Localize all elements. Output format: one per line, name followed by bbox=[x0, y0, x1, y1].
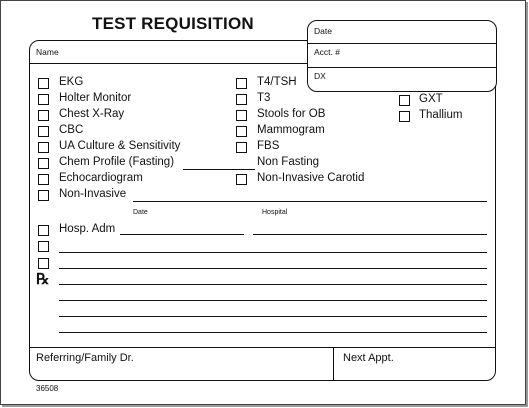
hospital-date-label: Date bbox=[133, 209, 148, 216]
t3-checkbox[interactable] bbox=[236, 94, 247, 105]
cbc-label: CBC bbox=[59, 124, 84, 136]
dx-label: DX bbox=[314, 71, 326, 81]
extra-line-2[interactable] bbox=[59, 268, 487, 269]
rx-line-1[interactable] bbox=[59, 284, 487, 285]
footer-vertical-divider bbox=[333, 347, 334, 381]
name-field[interactable] bbox=[66, 43, 306, 62]
mammogram-checkbox[interactable] bbox=[236, 126, 247, 137]
non-invasive-carotid-checkbox[interactable] bbox=[236, 174, 247, 185]
rx-line-3[interactable] bbox=[59, 316, 487, 317]
hosp-adm-date-line[interactable] bbox=[120, 234, 244, 235]
gxt-checkbox[interactable] bbox=[399, 95, 410, 106]
dx-field[interactable] bbox=[330, 68, 495, 90]
footer-divider bbox=[29, 347, 496, 348]
echocardiogram-checkbox[interactable] bbox=[38, 174, 49, 185]
form-title: TEST REQUISITION bbox=[92, 14, 254, 33]
hosp-adm-checkbox[interactable] bbox=[38, 225, 49, 236]
cbc-checkbox[interactable] bbox=[38, 126, 49, 137]
chem-profile-underline[interactable] bbox=[183, 169, 255, 170]
chem-profile-checkbox[interactable] bbox=[38, 158, 49, 169]
holter-monitor-checkbox[interactable] bbox=[38, 94, 49, 105]
hosp-adm-label: Hosp. Adm bbox=[59, 223, 116, 235]
thallium-label: Thallium bbox=[419, 109, 463, 121]
next-appt-label: Next Appt. bbox=[343, 352, 394, 364]
date-label: Date bbox=[314, 26, 332, 36]
stools-ob-checkbox[interactable] bbox=[236, 110, 247, 121]
name-row-divider bbox=[29, 63, 308, 64]
acct-label: Acct. # bbox=[314, 47, 340, 57]
fbs-label: FBS bbox=[257, 140, 280, 152]
acct-field[interactable] bbox=[345, 44, 495, 66]
echocardiogram-label: Echocardiogram bbox=[59, 172, 143, 184]
name-label: Name bbox=[36, 47, 59, 57]
t4-tsh-label: T4/TSH bbox=[257, 76, 297, 88]
hosp-adm-hospital-line[interactable] bbox=[253, 234, 487, 235]
referring-doctor-label: Referring/Family Dr. bbox=[36, 352, 134, 364]
non-invasive-checkbox[interactable] bbox=[38, 190, 49, 201]
holter-monitor-label: Holter Monitor bbox=[59, 92, 132, 104]
rx-symbol: ℞ bbox=[36, 272, 50, 288]
non-fasting-label: Non Fasting bbox=[257, 156, 320, 168]
mammogram-label: Mammogram bbox=[257, 124, 325, 136]
rx-line-2[interactable] bbox=[59, 300, 487, 301]
extra-checkbox-2[interactable] bbox=[38, 258, 49, 269]
non-invasive-label: Non-Invasive bbox=[59, 188, 127, 200]
t3-label: T3 bbox=[257, 92, 271, 104]
non-invasive-carotid-label: Non-Invasive Carotid bbox=[257, 172, 365, 184]
date-field[interactable] bbox=[335, 21, 495, 41]
rx-line-4[interactable] bbox=[59, 332, 487, 333]
referring-doctor-field[interactable] bbox=[30, 365, 332, 380]
chest-xray-checkbox[interactable] bbox=[38, 110, 49, 121]
non-invasive-line[interactable] bbox=[133, 201, 487, 202]
ekg-checkbox[interactable] bbox=[38, 78, 49, 89]
stools-ob-label: Stools for OB bbox=[257, 108, 326, 120]
fbs-checkbox[interactable] bbox=[236, 142, 247, 153]
extra-checkbox-1[interactable] bbox=[38, 241, 49, 252]
chem-profile-label: Chem Profile (Fasting) bbox=[59, 156, 175, 168]
ua-culture-label: UA Culture & Sensitivity bbox=[59, 140, 181, 152]
gxt-label: GXT bbox=[419, 93, 443, 105]
extra-line-1[interactable] bbox=[59, 252, 487, 253]
form-number: 36508 bbox=[36, 384, 59, 393]
hospital-name-label: Hospital bbox=[262, 209, 288, 216]
next-appt-field[interactable] bbox=[335, 365, 495, 380]
ua-culture-checkbox[interactable] bbox=[38, 142, 49, 153]
thallium-checkbox[interactable] bbox=[399, 111, 410, 122]
chest-xray-label: Chest X-Ray bbox=[59, 108, 125, 120]
ekg-label: EKG bbox=[59, 76, 84, 88]
t4-tsh-checkbox[interactable] bbox=[236, 78, 247, 89]
